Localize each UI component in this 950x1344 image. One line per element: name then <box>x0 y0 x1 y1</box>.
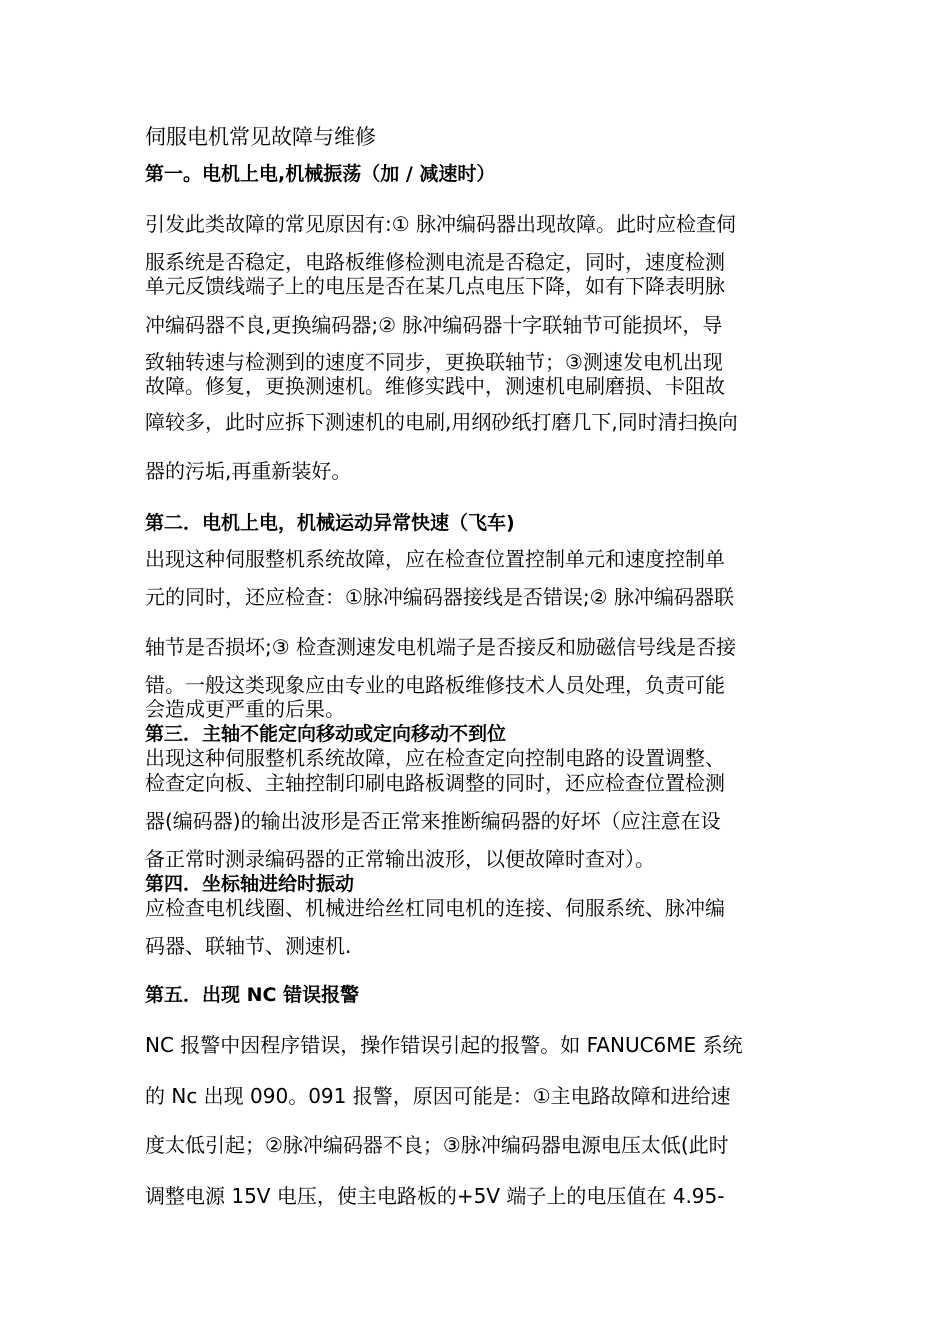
section-3-line-4: 备正常时测录编码器的正常输出波形，以便故障时查对）。 <box>145 847 655 871</box>
section-5-line-2: 的 Nc 出现 090。091 报警，原因可能是：①主电路故障和进给速 <box>145 1084 731 1108</box>
section-5-line-3: 度太低引起；②脉冲编码器不良；③脉冲编码器电源电压太低(此时 <box>145 1133 729 1157</box>
section-3-line-1: 出现这种伺服整机系统故障，应在检查定向控制电路的设置调整、 <box>145 746 725 770</box>
section-1-line-4: 冲编码器不良,更换编码器;② 脉冲编码器十字联轴节可能损坏，导 <box>145 313 723 337</box>
section-1-line-8: 器的污垢,再重新装好。 <box>145 459 352 483</box>
section-1-line-1: 引发此类故障的常见原因有:① 脉冲编码器出现故障。此时应检查伺 <box>145 212 737 236</box>
section-1-heading: 第一。电机上电,机械振荡（加 / 减速时） <box>145 163 496 185</box>
section-1-line-6: 故障。修复，更换测速机。维修实践中，测速机电刷磨损、卡阻故 <box>145 374 725 398</box>
section-2-line-2: 元的同时，还应检查：①脉冲编码器接线是否错误;② 脉冲编码器联 <box>145 585 734 609</box>
section-3-line-2: 检查定向板、主轴控制印刷电路板调整的同时，还应检查位置检测 <box>145 771 725 795</box>
section-2-line-4: 错。一般这类现象应由专业的电路板维修技术人员处理，负责可能 <box>145 673 725 697</box>
section-2-line-1: 出现这种伺服整机系统故障，应在检查位置控制单元和速度控制单 <box>145 547 725 571</box>
section-4-line-2: 码器、联轴节、测速机. <box>145 934 352 958</box>
section-5-line-4: 调整电源 15V 电压，使主电路板的+5V 端子上的电压值在 4.95- <box>145 1184 725 1208</box>
section-3-line-3: 器(编码器)的输出波形是否正常来推断编码器的好坏（应注意在设 <box>145 809 721 833</box>
document-title: 伺服电机常见故障与维修 <box>145 125 376 149</box>
section-1-line-2: 服系统是否稳定，电路板维修检测电流是否稳定，同时，速度检测 <box>145 250 725 274</box>
section-2-line-3: 轴节是否损坏;③ 检查测速发电机端子是否接反和励磁信号线是否接 <box>145 635 737 659</box>
section-4-line-1: 应检查电机线圈、机械进给丝杠同电机的连接、伺服系统、脉冲编 <box>145 896 725 920</box>
section-4-heading: 第四．坐标轴进给时振动 <box>145 873 355 895</box>
section-2-line-5: 会造成更严重的后果。 <box>145 697 345 721</box>
section-5-line-1: NC 报警中因程序错误，操作错误引起的报警。如 FANUC6ME 系统 <box>145 1033 743 1057</box>
section-2-heading: 第二．电机上电，机械运动异常快速（飞车) <box>145 512 515 534</box>
section-3-heading: 第三．主轴不能定向移动或定向移动不到位 <box>145 723 507 745</box>
section-1-line-5: 致轴转速与检测到的速度不同步，更换联轴节；③测速发电机出现 <box>145 350 723 374</box>
section-5-heading: 第五．出现 NC 错误报警 <box>145 984 360 1006</box>
section-1-line-3: 单元反馈线端子上的电压是否在某几点电压下降，如有下降表明脉 <box>145 274 725 298</box>
section-1-line-7: 障较多，此时应拆下测速机的电刷,用纲砂纸打磨几下,同时清扫换向 <box>145 410 738 434</box>
